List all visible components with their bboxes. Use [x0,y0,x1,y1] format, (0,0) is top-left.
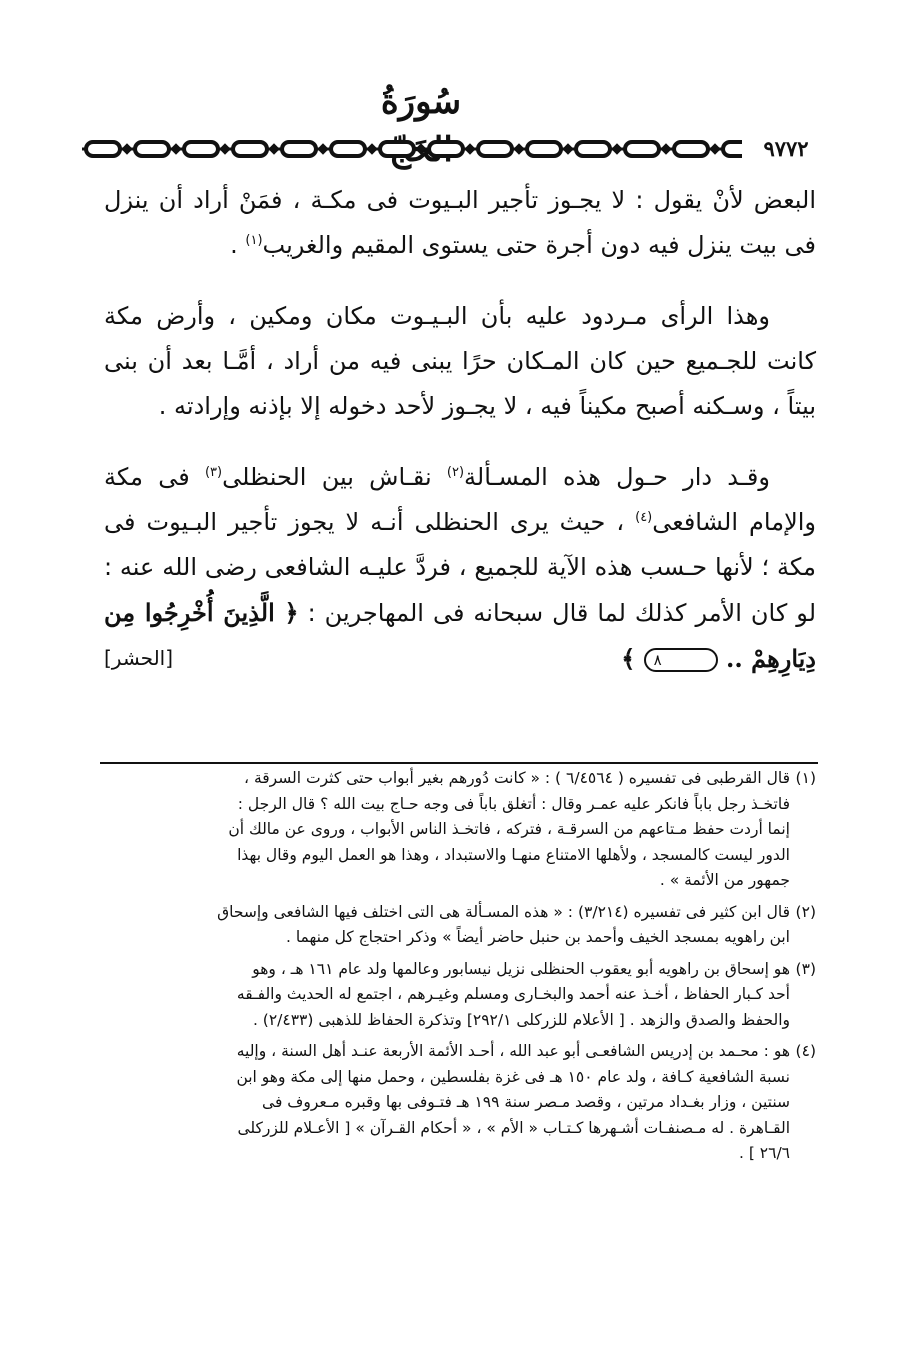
footnote-line: القـاهرة . له مـصنفـات أشـهرها كـتـاب « الأم » ، « أحكام القـرآن » [ الأعـلام للزركلى [237,1118,790,1137]
footnote-ref: (٤) [635,510,653,525]
footnote-line: قال ابن كثير فى تفسيره (٣/٢١٤) : « هذه المسـألة هى التى اختلف فيها الشافعى وإسحاق [217,902,790,921]
footnote-line: أحد كـبار الحفاظ ، أخـذ عنه أحمد والبخـارى ومسلم وغيـرهم ، اجتمع له الحديث والفـقه [236,985,790,1003]
surah-title: سُورَةُ [380,82,462,122]
paragraph-text: وقـد دار حـول هذه المسـألة [464,463,770,491]
footnote-line: ٢٦/٦ ] . [738,1144,790,1162]
footnote-number: (٣) [795,959,816,978]
paragraph-text: ، حيث يرى الحنظلى أنـه لا يجوز تأجير البـيوت فى مكة ؛ لأنها حـسب هذه الآية للجميع ، فردَّ عليـه الشافعى رضى الله عنه : لو كان الأمر كذلك لما قال سبحانه فى المهاجرين : [104,508,817,627]
footnote [104,1039,816,1167]
footnote-line: إنما أردت حفظ مـتاعهم من السرقـة ، فتركه ، فاتخـذ الناس الأبواب ، وروى عن مالك أن [228,820,790,838]
page-number: ٩٧٧٢ [746,136,826,162]
quran-bracket: ﴾ [621,644,644,673]
footnotes [104,766,816,1173]
paragraph-text: فى مكة والإمام الشافعى [104,463,817,536]
footnote-line: الدور ليست كالمسجد ، ولأهلها الامتناع منهـا والاستبداد ، وهذا هو العمل اليوم وقال بهذا [237,845,790,864]
footnote-line: هو : محـمد بن إدريس الشافعـى أبو عبد الله ، أحـد الأئمة الأربعة عنـد أهل السنة ، وإليه [236,1042,790,1060]
footnote [104,900,816,951]
quran-verse: ﴿ الَّذِينَ أُخْرِجُوا مِن دِيَارِهِمْ .. [104,598,816,673]
footnote-number: (٢) [795,902,816,921]
paragraph-text: وهذا الرأى مـردود عليه بأن البـيـوت مكان ومكين ، وأرض مكة كانت للجـميع حين كان المـكان حرًا يبنى فيه من أراد ، أمَّـا بعد أن بنى بيتاً ، وسـكنه أصبح مكيناً فيه ، لا يجـوز لأحد دخوله إلا بإذنه وإرادته . [104,302,816,420]
footnote-line: قال القرطبى فى تفسيره ( ٦/٤٥٦٤ ) : « كانت دُورهم بغير أبواب حتى كثرت السرقة ، [244,769,790,787]
footnote-line: فاتخـذ رجل باباً فانكر عليه عمـر وقال : أتغلق باباً فى وجه حـاج بيت الله ؟ قال الرجل : [237,794,790,813]
paragraph-text: نقـاش بين الحنظلى [222,463,447,491]
paragraph [104,294,816,429]
footnote-ref: (٣) [204,465,223,480]
footnote-line: هو إسحاق بن راهويه أبو يعقوب الحنظلى نزيل نيسابور وعالمها ولد عام ١٦١ هـ ، وهو [252,959,790,978]
surah-reference: [الحشر] [104,646,174,670]
footnote-separator [100,762,818,764]
footnote-ref: (٢) [446,465,465,480]
footnote-line: جمهور من الأئمة » . [659,871,790,889]
paragraph [104,178,816,268]
footnote-line: والحفظ والصدق والزهد . [ الأعلام للزركلى ٢٩٢/١] وتذكرة الحفاظ للذهبى (٢/٤٣٣) . [252,1010,790,1029]
paragraph-text: البعض لأنْ يقول : لا يجـوز تأجير البـيوت فى مكـة ، فمَنْ أراد أن ينزل فى بيت ينزل فيه دون أجرة حتى يستوى المقيم والغريب [104,186,816,259]
footnote-line: ابن راهويه بمسجد الخيف وأحمد بن حنبل حاضر أيضاً » وذكر احتجاج كل منهما . [285,928,790,946]
footnote-number: (١) [795,769,816,787]
footnote-ref: (١) [245,233,263,248]
ornamental-border-divider [82,136,742,162]
footnote-line: سنتين ، وزار بغـداد مرتين ، وقصد مـصر سنة ١٩٩ هـ فتـوفى بها وقبره مـعروف فى [262,1093,790,1111]
footnote [104,957,816,1034]
footnote-number: (٤) [795,1042,816,1060]
paragraph-end: . [230,231,246,259]
verse-number: ٨ [644,648,718,672]
main-text [104,178,816,682]
footnote-line: نسبة الشافعية كـافة ، ولد عام ١٥٠ هـ فى غزة بفلسطين ، وحمل منها إلى مكة وهو ابن [236,1067,790,1086]
footnote [104,766,816,894]
paragraph [104,455,816,682]
